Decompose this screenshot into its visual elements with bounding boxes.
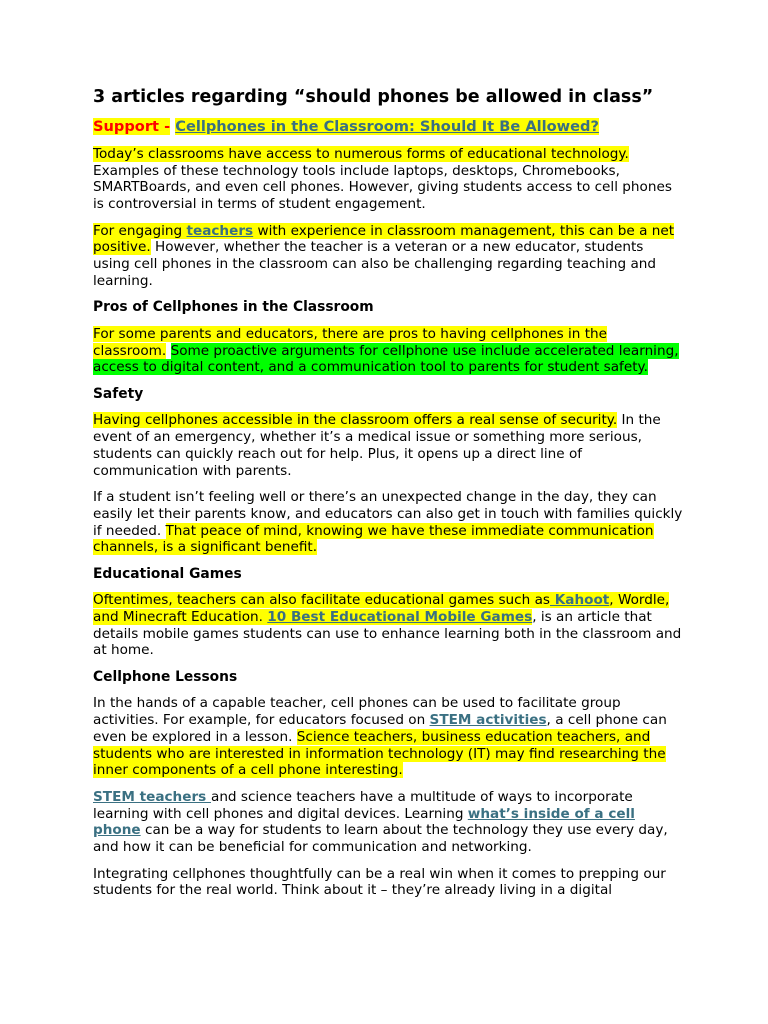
- body-text: and science teachers have a multitude of ways to incorporate learning with cell phones and digital devices. Learning: [93, 788, 633, 822]
- highlight-text: That peace of mind, knowing we have these immediate communication channels, is a significant benefit.: [93, 522, 654, 556]
- body-text: with experience in classroom management, this can be a net positive.: [93, 222, 675, 256]
- paragraph-lessons: [93, 695, 683, 779]
- highlight-text: For some parents and educators, there are pros to having cellphones in the classroom.: [93, 325, 607, 359]
- body-text: For engaging: [93, 222, 187, 239]
- document-page: [93, 84, 683, 909]
- paragraph-games: [93, 592, 683, 659]
- body-text: However, whether the teacher is a veteran or a new educator, students using cell phones in the classroom can also be challenging regarding teaching and learning.: [93, 239, 657, 289]
- paragraph-pros: [93, 326, 683, 376]
- support-line: [93, 119, 683, 136]
- document-title: 3 articles regarding “should phones be allowed in class”: [93, 87, 654, 107]
- highlight-text: Today’s classrooms have access to numerous forms of educational technology.: [93, 145, 629, 162]
- teachers-link[interactable]: teachers: [186, 222, 254, 239]
- inside-cell-phone-link[interactable]: what’s inside of a cell phone: [93, 805, 635, 839]
- mobile-games-link[interactable]: 10 Best Educational Mobile Games: [267, 608, 533, 625]
- body-text: In the event of an emergency, whether it’s a medical issue or something more serious, students can quickly reach out for help. Plus, it opens up a direct line of communication with parents.: [93, 412, 661, 479]
- body-text: If a student isn’t feeling well or there’s an unexpected change in the day, they can easily let their parents know, and educators can also get in touch with families quickly if needed.: [93, 488, 683, 539]
- body-text: Oftentimes, teachers can also facilitate educational games such as: [93, 592, 550, 609]
- stem-activities-link[interactable]: STEM activities: [429, 712, 547, 729]
- kahoot-link[interactable]: Kahoot: [550, 592, 610, 609]
- highlight-text: Having cellphones accessible in the classroom offers a real sense of security.: [93, 412, 618, 429]
- paragraph-teachers: [93, 223, 683, 290]
- stem-teachers-link[interactable]: STEM teachers: [93, 788, 211, 805]
- heading-pros: Pros of Cellphones in the Classroom: [93, 299, 374, 316]
- body-text: , Wordle, and Minecraft Education.: [93, 592, 670, 625]
- body-text: , a cell phone can even be explored in a lesson.: [93, 712, 667, 745]
- paragraph-stem: [93, 789, 683, 856]
- heading-safety: Safety: [93, 385, 144, 402]
- highlight-green-text: Some proactive arguments for cellphone use include accelerated learning, access to digital content, and a communication tool to parents for student safety.: [93, 342, 679, 376]
- body-text: can be a way for students to learn about the technology they use every day, and how it can be beneficial for communication and networking.: [93, 822, 668, 856]
- heading-games: Educational Games: [93, 565, 242, 582]
- paragraph-safety: [93, 412, 683, 479]
- paragraph-intro: [93, 146, 683, 213]
- support-article-link[interactable]: Cellphones in the Classroom: Should It Be Allowed?: [175, 118, 599, 135]
- heading-lessons: Cellphone Lessons: [93, 668, 238, 685]
- body-text: Examples of these technology tools include laptops, desktops, Chromebooks, SMARTBoards, and even cell phones. However, giving students access to cell phones is controversial in terms of student engagement.: [93, 162, 672, 213]
- paragraph-integrating: Integrating cellphones thoughtfully can be a real win when it comes to prepping our students for the real world. Think about it – they’re already living in a digital: [93, 865, 666, 899]
- highlight-text: Science teachers, business education teachers, and students who are interested in information technology (IT) may find researching the inner components of a cell phone interesting.: [93, 728, 666, 779]
- body-text: In the hands of a capable teacher, cell phones can be used to facilitate group activities. For example, for educators focused on: [93, 695, 621, 729]
- paragraph-parents: [93, 489, 683, 556]
- body-text: , is an article that details mobile games students can use to enhance learning both in the classroom and at home.: [93, 608, 682, 659]
- support-label: Support -: [93, 118, 171, 135]
